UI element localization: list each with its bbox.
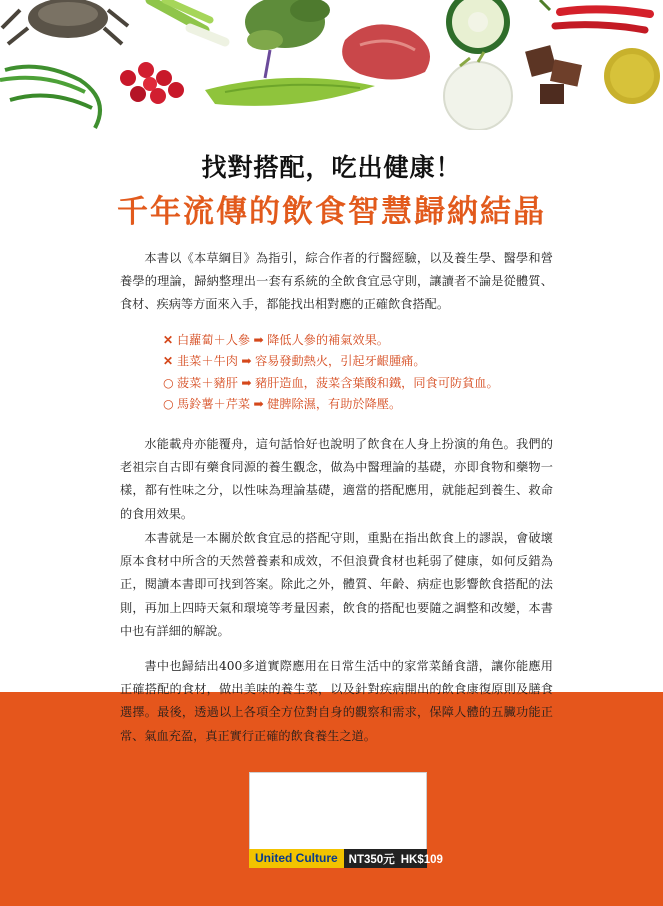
body-paragraph: 書中也歸結出400多道實際應用在日常生活中的家常菜餚食譜，讓你能應用正確搭配的食材，做出美味的養生菜，以及針對疾病開出的飲食康復原則及膳食選擇。最後，透過以上各項全方位對自身的觀察和需求，保障人體的五臟功能正常、氣血充盈，真正實行正確的飲食養生之道。 [120,659,553,743]
price-hk: HK$109 [400,853,443,866]
publisher-logo: United Culture [249,849,344,868]
pairing-combo: 馬鈴薯＋芹菜 [177,397,251,412]
body-paragraph: 本書就是一本關於飲食宜忌的搭配守則，重點在指出飲食上的謬誤，會破壞原本食材中所含的天然營養素和成效，不但浪費食材也耗弱了健康，如何反錯為正，閱讀本書即可找到答案。除此之外，體質、年齡、病症也影響飲食搭配的法則，再加上四時天氣和環境等考量因素，飲食的搭配也要隨之調整和改變，本書中也有詳細的解說。 [120,531,553,638]
food-illustration-banner [0,0,663,130]
pairing-item [163,373,543,394]
wax-gourd-illustration [446,0,510,54]
pairing-effect: 降低人參的補氣效果。 [267,333,389,347]
circle-icon: ○ [163,397,174,412]
food-illustration [0,0,663,130]
pairing-effect: 健脾除濕，有助於降壓。 [267,397,402,412]
body-paragraph: 水能載舟亦能覆舟，這句話恰好也說明了飲食在人身上扮演的角色。我們的老祖宗自古即有藥食同源的養生觀念，做為中醫理論的基礎，亦即食物和藥物一樣，都有性味之分，以性味為理論基礎，適當的搭配應用，就能起到養生、救命的食用效果。 [120,437,553,521]
bitter-melon-illustration [205,78,375,106]
long-bean-illustration [0,67,100,128]
green-onion-illustration [150,0,225,42]
arrow-icon: ➡ [241,375,252,390]
price-info [344,851,449,867]
intro-paragraph: 本書以《本草綱目》為指引，綜合作者的行醫經驗，以及養生學、醫學和營養學的理論，歸納整理出一套有系統的全飲食宜忌守則，讓讀者不論是從體質、食材、疾病等方面來入手，都能找出相對應的正確飲食搭配。 [120,251,553,312]
price-nt: NT350元 [348,853,395,866]
barcode-area [249,772,427,850]
food-pairing-list [163,330,543,416]
pairing-item [163,394,543,415]
pairing-effect: 容易發動熱火，引起牙齦腫痛。 [254,354,426,369]
meat-illustration [342,24,430,79]
red-date-illustration [120,62,184,104]
pairing-combo: 菠菜＋豬肝 [177,375,238,390]
headline: 找對搭配，吃出健康！ [201,153,462,182]
chili-illustration [540,0,650,30]
arrow-icon: ➡ [253,397,264,412]
radish-illustration [444,52,512,130]
herb-illustration [245,0,330,78]
circle-icon: ○ [163,375,174,390]
subheadline: 千年流傳的飲食智慧歸納結晶 [117,194,546,230]
arrow-icon: ➡ [241,354,252,369]
price-bar [249,849,443,868]
crab-illustration [2,0,128,44]
pairing-combo: 韭菜＋牛肉 [177,354,238,369]
pairing-item [163,351,543,372]
cross-icon: ✕ [163,354,174,369]
herbal-chunk-illustration [525,45,582,104]
pairing-combo: 白蘿蔔＋人參 [177,333,251,347]
pairing-item [163,330,543,351]
pairing-effect: 豬肝造血，菠菜含葉酸和鐵，同食可防貧血。 [254,375,499,390]
arrow-icon: ➡ [253,333,264,347]
mung-bean-illustration [604,48,660,104]
cross-icon: ✕ [163,333,174,347]
